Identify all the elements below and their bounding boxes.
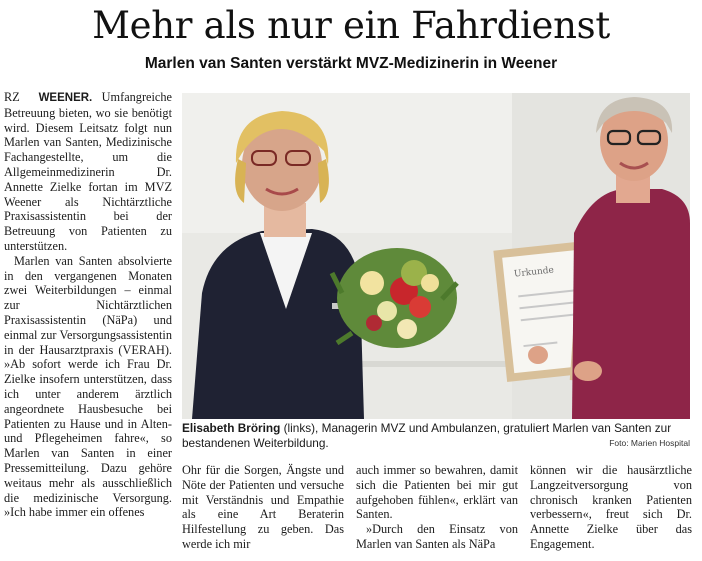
text-column-2 bbox=[182, 463, 344, 552]
paragraph-closing: können wir die hausärztliche Langzeitversorgung von chronisch kranken Patienten verbessern«, freut sich Dr. Annette Zielke über das Engagement. bbox=[530, 463, 692, 551]
text-column-3 bbox=[356, 463, 518, 552]
text-column-4 bbox=[530, 463, 692, 552]
photo-credit: Foto: Marien Hospital bbox=[609, 438, 690, 448]
article-subheadline: Marlen van Santen verstärkt MVZ-Medizinerin in Weener bbox=[144, 55, 558, 72]
article-photo bbox=[182, 93, 690, 419]
article-headline: Mehr als nur ein Fahrdienst bbox=[92, 4, 610, 47]
paragraph-quote-end: auch immer so bewahren, damit sich die Patienten bei mir gut aufgehoben fühlen«, erklärt van Santen. bbox=[356, 463, 518, 522]
certificate-left-title: Urkunde bbox=[513, 265, 555, 280]
text-column-1 bbox=[4, 90, 172, 520]
author-initials: RZ bbox=[4, 90, 20, 104]
dateline-city: WEENER. bbox=[38, 92, 93, 104]
paragraph-training: Marlen van Santen absolvierte in den vergangenen Monaten zwei Weiterbildungen – einmal zur Nichtärztlichen Praxisassistentin (NäPa) und einmal zur Versorgungsassistentin in der Hausarztpraxis (VERAH). »Ab sofort werde ich Frau Dr. Zielke insofern unterstützen, dass ich unter anderem ärztlich angeordnete Hausbesuche bei Patienten zu Hause und in Alten- und Pflegeheimen fahre«, so Marlen van Santen in einer Pressemitteilung. Dazu gehöre weitaus mehr als ausschließlich die medizinische Versorgung. »Ich habe immer ein offenes bbox=[4, 253, 172, 520]
caption-name: Elisabeth Bröring bbox=[182, 421, 281, 435]
paragraph-intro bbox=[4, 90, 172, 254]
caption-text: (links), Managerin MVZ und Ambulanzen, gratuliert Marlen van Santen zur bestandenen Weiterbildung. bbox=[182, 421, 672, 450]
paragraph-zielke-quote: »Durch den Einsatz von Marlen van Santen als NäPa bbox=[356, 522, 518, 551]
intro-text: Umfangreiche Betreuung bieten, wo sie benötigt wird. Diesem Leitsatz folgt nun Marlen van Santen, Medizinische Fachangestellte, um die Allgemeinmedizinerin Dr. Annette Zielke fortan im MVZ Weener als Nichtärztliche Praxisassistentin bei der Betreuung von Patienten zu unterstützen. bbox=[4, 90, 172, 253]
paragraph-empathy: Ohr für die Sorgen, Ängste und Nöte der Patienten und versuche mit Verständnis und Empathie als eine Art Beraterin Hilfestellung zu geben. Das werde ich mir bbox=[182, 463, 344, 551]
